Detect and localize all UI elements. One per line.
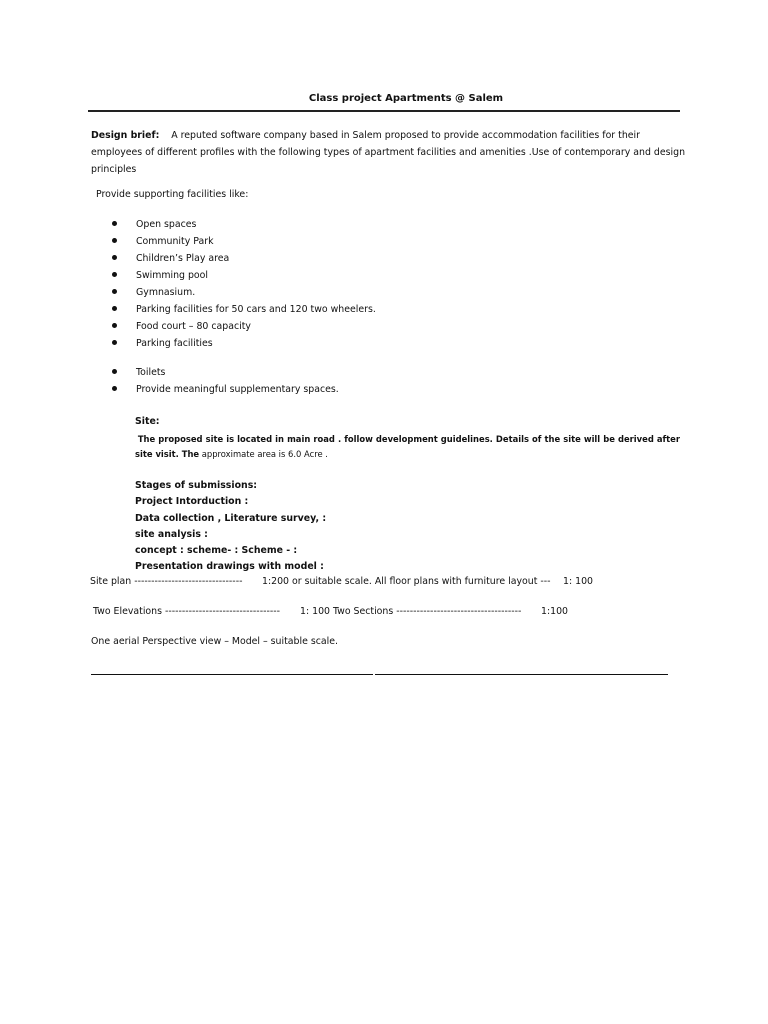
- bullet-icon: [112, 221, 117, 226]
- bullet-icon: [112, 323, 117, 328]
- floor-plan-scale: 1: 100: [563, 576, 593, 587]
- design-brief-label: Design brief:: [91, 130, 160, 141]
- list-item: Children’s Play area: [112, 250, 376, 267]
- list-item: Community Park: [112, 233, 376, 250]
- document-title: Class project Apartments @ Salem: [308, 93, 504, 104]
- perspective-note: One aerial Perspective view – Model – suitable scale.: [91, 636, 338, 647]
- bullet-icon: [112, 255, 117, 260]
- design-brief-text: A reputed software company based in Salem proposed to provide accommodation facilities for their employees of different profiles with the following types of apartment facilities and amenities .Use of contemporary and design principles: [91, 130, 686, 175]
- list-item: Parking facilities for 50 cars and 120 two wheelers.: [112, 301, 376, 318]
- list-item: Project Intorduction :: [135, 496, 249, 508]
- elevations-scale: 1: 100 Two Sections -------------------------------------: [300, 606, 522, 617]
- bullet-icon: [112, 289, 117, 294]
- title-divider: [88, 110, 680, 112]
- design-brief: [91, 127, 691, 178]
- site-description-area: approximate area is 6.0 Acre .: [201, 449, 328, 459]
- site-description: [135, 432, 680, 462]
- bullet-icon: [112, 340, 117, 345]
- sections-scale: 1:100: [541, 606, 569, 617]
- list-item: Open spaces: [112, 216, 376, 233]
- list-item: Food court – 80 capacity: [112, 318, 376, 335]
- site-heading: Site:: [135, 416, 160, 427]
- signature-line-left: [91, 674, 373, 675]
- list-item: Presentation drawings with model :: [135, 561, 324, 573]
- list-item: concept : scheme- : Scheme - :: [135, 545, 298, 557]
- list-item: Stages of submissions:: [135, 480, 258, 491]
- bullet-icon: [112, 306, 117, 311]
- list-item: site analysis :: [135, 528, 208, 540]
- signature-line-right: [375, 674, 668, 675]
- list-item: Gymnasium.: [112, 284, 376, 301]
- site-plan-scale: 1:200 or suitable scale. All floor plans with furniture layout ---: [262, 576, 551, 587]
- bullet-icon: [112, 369, 117, 374]
- bullet-icon: [112, 386, 117, 391]
- list-item: Swimming pool: [112, 267, 376, 284]
- bullet-icon: [112, 272, 117, 277]
- facilities-list: [112, 216, 376, 398]
- list-item: Parking facilities: [112, 335, 376, 352]
- list-item: Data collection , Literature survey, :: [135, 512, 327, 524]
- site-description-bold: The proposed site is located in main road . follow development guidelines. Details of the site will be derived after site visit. The: [135, 434, 680, 459]
- elevations-label: Two Elevations ----------------------------------: [93, 606, 280, 617]
- bullet-icon: [112, 238, 117, 243]
- list-item: Toilets: [112, 364, 376, 381]
- site-plan-label: Site plan --------------------------------: [90, 576, 243, 587]
- support-heading: Provide supporting facilities like:: [96, 189, 249, 200]
- submission-stages: [135, 478, 326, 576]
- list-item: Provide meaningful supplementary spaces.: [112, 381, 376, 398]
